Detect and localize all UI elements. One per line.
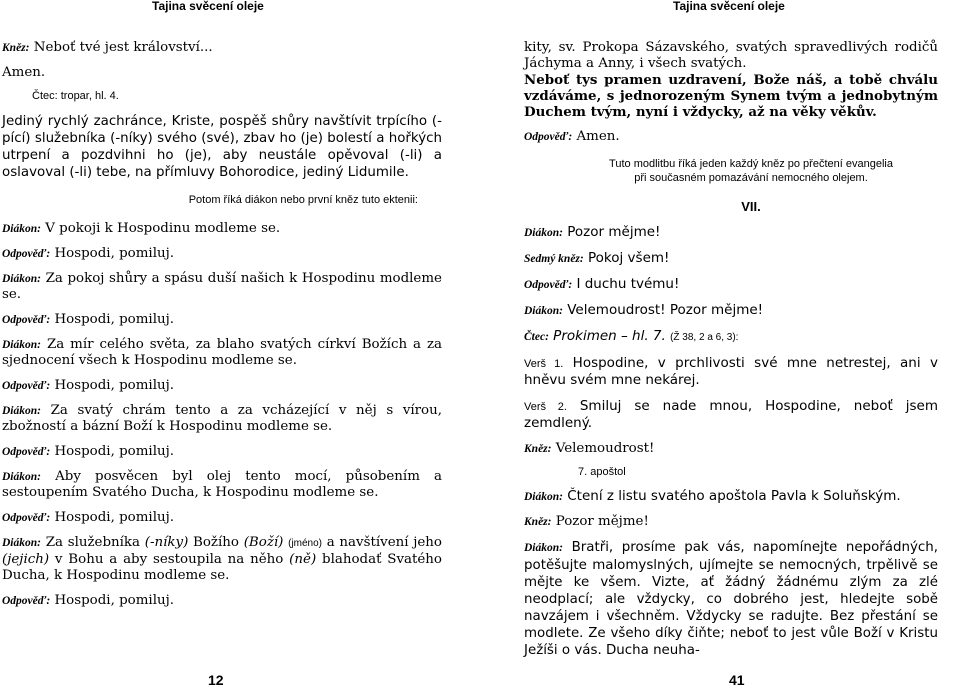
role-label: Odpověď: [2,512,51,524]
prayer-rubric-2: při současném pomazávání nemocného olejem. [634,172,868,184]
prokimen-line [524,328,938,346]
prokimen-text: Prokimen – hl. 7. [553,328,666,344]
ektenia-line [2,246,442,262]
verse-label: Verš 2. [524,401,567,413]
ektenia-line-text: Za svatý chrám tento a za vcházející v něj s vírou, zbožností a bázní Boží k Hospodinu modleme se. [2,403,443,434]
dialog-list [524,224,938,319]
left-column [2,40,442,609]
role-label: Diákon: [524,542,563,554]
petition-fragment: (ně) [289,552,317,567]
role-label: Diákon: [2,223,41,235]
role-label: Diákon: [2,537,41,549]
verse-text: Hospodine, v prchlivosti své mne netrestej, ani v hněvu svém mne nekárej. [524,355,938,388]
running-head: Tajina svěcení oleje [152,0,264,13]
tropar-text: Jediný rychlý zachránce, Kriste, pospěš shůry navštívit trpícího (-pící) služebníka (-níky) svého (své), zbav ho (je) bolestí a hořkých utrpení a pozdvihni ho (je), aby neustále opěvoval (-li) a oslavoval (-li) tebe, na přímluvy Bohorodice, jediný Lidumile. [2,114,442,180]
doxology-text: Neboť tys pramen uzdravení, Bože náš, a tobě chválu vzdáváme, s jednorozeným Synem tvým a jednobytným Duchem tvým, nyní i vždycky, až na věky věkův. [524,72,938,120]
verse-label: Verš 1. [524,358,564,370]
role-label: Diákon: [524,227,563,239]
running-head: Tajina svěcení oleje [673,0,785,13]
ektenia-line-text: Hospodi, pomiluj. [54,378,175,393]
ektenia-line [2,510,442,526]
prokimen-reference: (Ž 38, 2 a 6, 3): [670,332,739,343]
ektenia-line [2,221,442,237]
petition-fragment: v Bohu a aby sestoupila na něho [54,552,284,567]
attend-text: Pozor mějme! [555,514,649,529]
petition-special [2,535,442,584]
petition-fragment: Božího [193,535,239,550]
ektenia-line-text: V pokoji k Hospodinu modleme se. [45,221,281,236]
ektenia-line-text: Hospodi, pomiluj. [54,312,175,327]
ektenia-line [2,271,442,303]
dialog-line-text: I duchu tvému! [576,276,680,292]
ektenia-line [2,444,442,460]
epistle-text [524,539,938,659]
role-label: Diákon: [524,491,563,503]
attend-line [524,514,938,530]
ektenia-line-text: Hospodi, pomiluj. [54,444,175,459]
tropar-rubric: Čtec: tropar, hl. 4. [32,90,119,102]
ektenia-line [2,337,442,369]
amen-line: Amen. [2,65,46,80]
ektenia-line-text: Hospodi, pomiluj. [54,246,175,261]
petition-name-placeholder: (jméno) [288,538,323,549]
role-label: Odpověď: [2,380,51,392]
verse-line [524,398,938,432]
role-label: Diákon: [2,339,41,351]
dialog-line [524,276,938,293]
role-label: Diákon: [2,471,41,483]
role-label: Odpověď: [2,595,51,607]
petition-fragment: (-níky) [144,535,189,550]
opening-line [2,40,442,56]
ektenia-line [2,378,442,394]
reading-text: Čtení z listu svatého apoštola Pavla k Soluňským. [567,488,901,504]
ektenia-line-text: Za pokoj shůry a spásu duší našich k Hospodinu modleme se. [2,271,442,302]
dialog-line [524,224,938,241]
apostol-rubric: 7. apoštol [578,466,626,478]
role-label: Odpověď: [524,279,573,291]
page-number: 12 [208,672,224,688]
ektenia-list [2,221,442,526]
response-text: Hospodi, pomiluj. [54,593,175,608]
right-column [524,40,938,659]
verse-text: Smiluj se nade mnou, Hospodine, neboť jsem zemdlený. [524,398,938,431]
role-label: Odpověď: [2,314,51,326]
petition-fragment: Za služebníka [45,535,141,550]
dialog-line [524,250,938,267]
ektenia-line-text: Hospodi, pomiluj. [54,510,175,525]
response-line [524,129,938,145]
response-text: Amen. [576,129,620,144]
dialog-line-text: Velemoudrost! Pozor mějme! [567,302,764,318]
petition-fragment: (jejich) [2,552,50,567]
ektenia-line-text: Za mír celého světa, za blaho svatých církví Božích a za sjednocení všech k Hospodinu modleme se. [2,337,442,368]
reading-line [524,488,938,505]
petition-fragment: a navštívení jeho [326,535,442,550]
continued-text: kity, sv. Prokopa Sázavského, svatých spravedlivých rodičů Jáchyma a Anny, i všech svatých. [524,40,938,71]
wisdom-text: Velemoudrost! [555,441,655,456]
role-label: Odpověď: [524,131,573,143]
petition-fragment: blahodať Svatého Ducha, k Hospodinu modleme se. [2,552,442,583]
page-number: 41 [729,672,745,688]
ektenia-line [2,403,442,435]
ektenia-line-text: Aby posvěcen byl olej tento mocí, působením a sestoupením Svatého Ducha, k Hospodinu modleme se. [2,469,442,500]
dialog-line [524,302,938,319]
role-label: Odpověď: [2,446,51,458]
right-page [480,0,960,688]
dialog-line-text: Pokoj všem! [588,250,670,266]
verse-line [524,355,938,389]
ektenia-line [2,469,442,501]
epistle-body: Bratři, prosíme pak vás, napomínejte nepořádných, potěšujte malomyslných, ujímejte se nemocných, trpělivě se mějte ke všem. Vizte, ať žádný žádnému zlým za zlé neodplací; ale vždycky, co dobrého jest, hledejte sobě navzájem i všechněm. Vždycky se radujte. Bez přestání se modlete. Ze všeho díky čiňte; neboť to jest vůle Boží v Kristu Ježíši o vás. Ducha neuha- [524,540,938,658]
petition-fragment: (Boží) [243,535,284,550]
role-label: Diákon: [524,305,563,317]
role-label: Kněz: [524,516,552,528]
ektenia-rubric: Potom říká diákon nebo první kněz tuto ektenii: [188,194,418,206]
wisdom-line [524,441,938,457]
role-label: Diákon: [2,273,41,285]
dialog-line-text: Pozor mějme! [567,224,661,240]
ektenia-line [2,312,442,328]
role-label: Odpověď: [2,248,51,260]
role-label: Kněz: [524,443,552,455]
opening-text: Neboť tvé jest království... [33,40,213,55]
role-label: Kněz: [2,42,30,54]
prayer-rubric-1: Tuto modlitbu říká jeden každý kněz po přečtení evangelia [609,158,893,170]
role-label: Sedmý kněz: [524,253,584,265]
section-heading: VII. [741,199,761,214]
role-label: Čtec: [524,331,549,343]
response-line [2,593,442,609]
role-label: Diákon: [2,405,41,417]
